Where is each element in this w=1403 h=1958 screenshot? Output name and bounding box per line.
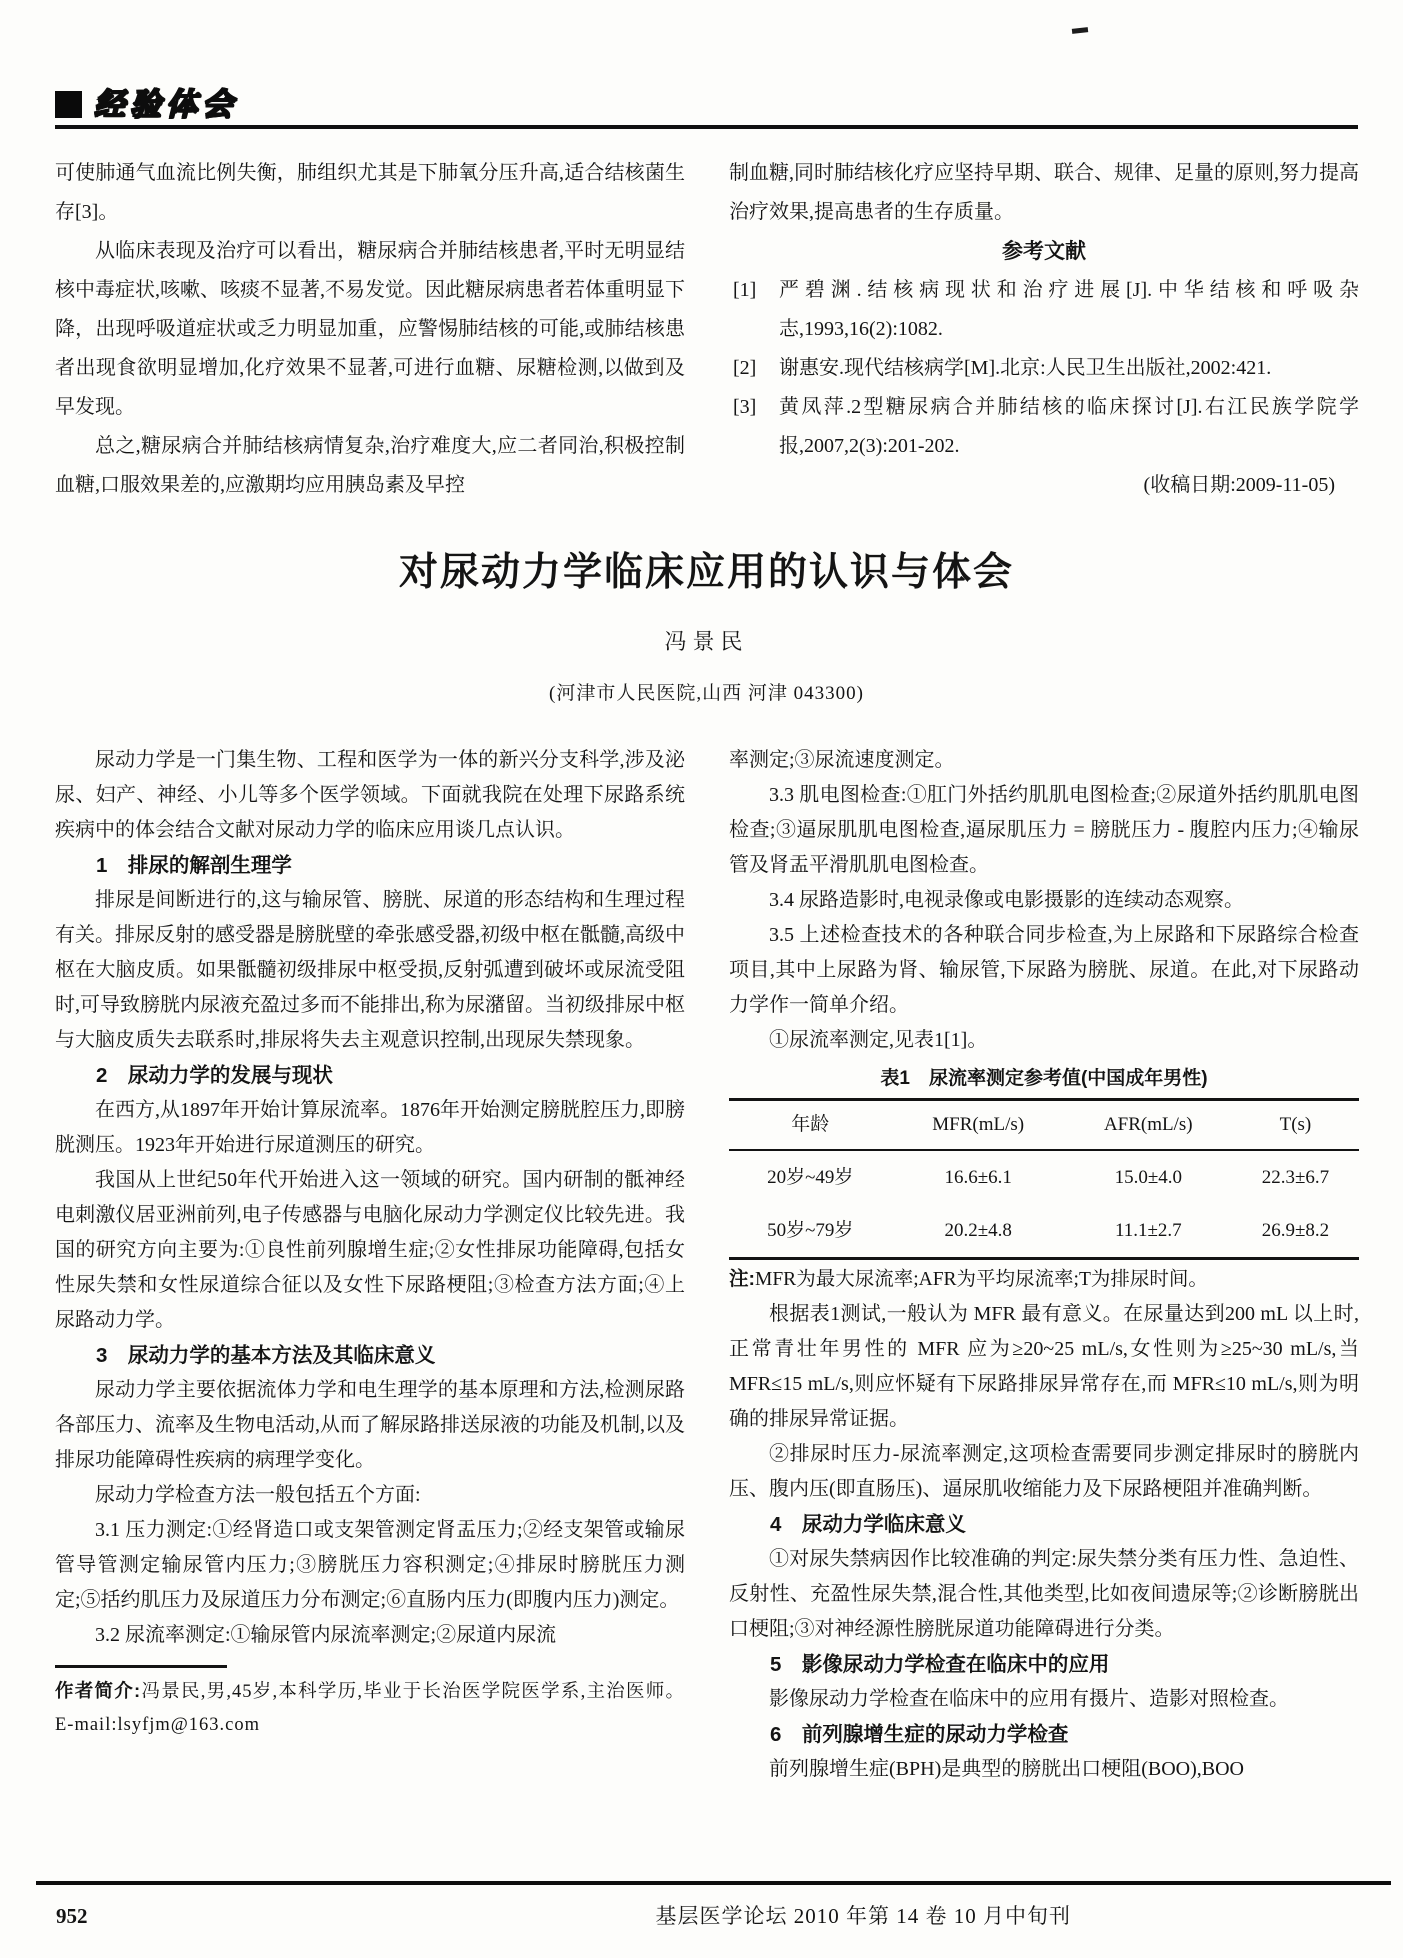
article-affiliation: (河津市人民医院,山西 河津 043300) — [549, 683, 864, 704]
reference-number: [3] — [733, 396, 757, 418]
table-cell: 22.3±6.7 — [1261, 1167, 1330, 1188]
paragraph: 尿动力学是一门集生物、工程和医学为一体的新兴分支科学,涉及泌尿、妇产、神经、小儿等多个医学领域。下面就我院在处理下尿路系统疾病中的体会结合文献对尿动力学的临床应用谈几点认识。 — [55, 749, 685, 841]
paragraph: 在西方,从1897年开始计算尿流率。1876年开始测定膀胱腔压力,即膀胱测压。1923年开始进行尿道测压的研究。 — [55, 1099, 685, 1156]
table-note-text: MFR为最大尿流率;AFR为平均尿流率;T为排尿时间。 — [755, 1269, 1208, 1290]
section-heading-2: 2 尿动力学的发展与现状 — [96, 1064, 333, 1087]
section-heading-1: 1 排尿的解剖生理学 — [96, 854, 292, 877]
paragraph: 尿动力学主要依据流体力学和电生理学的基本原理和方法,检测尿路各部压力、流率及生物电活动,从而了解尿路排送尿液的功能及机制,以及排尿功能障碍性疾病的病理学变化。 — [55, 1379, 685, 1471]
reference-text: 黄凤萍.2型糖尿病合并肺结核的临床探讨[J].右江民族学院学报,2007,2(3):201-202. — [779, 396, 1359, 457]
footer-rule — [36, 1881, 1391, 1885]
main-right-column — [729, 743, 1359, 1787]
table-header-cell: T(s) — [1232, 1100, 1359, 1151]
table-header-cell: MFR(mL/s) — [892, 1100, 1065, 1151]
reference-text: 严碧渊.结核病现状和治疗进展[J].中华结核和呼吸杂志,1993,16(2):1082. — [779, 279, 1359, 340]
section-badge — [55, 84, 1358, 120]
paragraph: 根据表1测试,一般认为 MFR 最有意义。在尿量达到200 mL 以上时,正常青壮年男性的 MFR 应为≥20~25 mL/s,女性则为≥25~30 mL/s,当 MFR≤15 mL/s,则应怀疑有下尿路排尿异常存在,而 MFR≤10 mL/s,则为明确的排尿异常证据。 — [729, 1303, 1359, 1430]
paragraph: 可使肺通气血流比例失衡，肺组织尤其是下肺氧分压升高,适合结核菌生存[3]。 — [55, 162, 685, 223]
paragraph: 3.3 肌电图检查:①肛门外括约肌肌电图检查;②尿道外括约肌肌电图检查;③逼尿肌肌电图检查,逼尿肌压力 = 膀胱压力 - 腹腔内压力;④输尿管及肾盂平滑肌肌电图检查。 — [729, 784, 1359, 876]
table-header-cell: 年龄 — [729, 1100, 892, 1151]
table-note — [729, 1262, 1359, 1297]
reference-item — [729, 388, 1359, 466]
article-head — [55, 541, 1358, 705]
paragraph: 前列腺增生症(BPH)是典型的膀胱出口梗阻(BOO),BOO — [769, 1758, 1244, 1780]
table-cell: 16.6±6.1 — [944, 1167, 1012, 1188]
journal-footer: 基层医学论坛 2010 年第 14 卷 10 月中旬刊 — [655, 1904, 1071, 1928]
previous-article-tail — [55, 154, 1358, 505]
paragraph: 3.2 尿流率测定:①输尿管内尿流率测定;②尿道内尿流 — [95, 1624, 557, 1646]
article-body — [55, 743, 1358, 1787]
paragraph: 3.1 压力测定:①经肾造口或支架管测定肾盂压力;②经支架管或输尿管导管测定输尿管内压力;③膀胱压力容积测定;④排尿时膀胱压力测定;⑤括约肌压力及尿道压力分布测定;⑥直肠内压力(即腹内压力)测定。 — [55, 1519, 685, 1611]
page-footer — [36, 1881, 1391, 1930]
table-header-cell: AFR(mL/s) — [1065, 1100, 1232, 1151]
author-note-text: 冯景民,男,45岁,本科学历,毕业于长治医学院医学系,主治医师。E-mail:lsyfjm@163.com — [55, 1681, 685, 1735]
badge-square-icon — [55, 91, 82, 118]
header-rule — [55, 125, 1358, 129]
article-title: 对尿动力学临床应用的认识与体会 — [398, 551, 1014, 594]
table-header-row — [729, 1100, 1359, 1151]
section-heading-6: 6 前列腺增生症的尿动力学检查 — [770, 1723, 1069, 1746]
reference-number: [2] — [733, 357, 757, 379]
prev-left-column — [55, 154, 685, 505]
prev-right-column — [729, 154, 1359, 505]
table-row — [729, 1150, 1359, 1204]
references-heading: 参考文献 — [1002, 240, 1086, 263]
table-note-label: 注: — [729, 1268, 755, 1290]
table-cell: 20.2±4.8 — [944, 1220, 1012, 1241]
reference-item — [729, 271, 1359, 349]
paragraph: ①对尿失禁病因作比较准确的判定:尿失禁分类有压力性、急迫性、反射性、充盈性尿失禁,混合性,其他类型,比如夜间遗尿等;②诊断膀胱出口梗阻;③对神经源性膀胱尿道功能障碍进行分类。 — [729, 1548, 1359, 1640]
paragraph: 3.4 尿路造影时,电视录像或电影摄影的连续动态观察。 — [769, 889, 1244, 911]
table-cell: 20岁~49岁 — [767, 1167, 854, 1188]
paragraph: 总之,糖尿病合并肺结核病情复杂,治疗难度大,应二者同治,积极控制血糖,口服效果差的,应激期均应用胰岛素及早控 — [55, 435, 685, 496]
reference-number: [1] — [733, 279, 757, 301]
paragraph: 制血糖,同时肺结核化疗应坚持早期、联合、规律、足量的原则,努力提高治疗效果,提高患者的生存质量。 — [729, 162, 1359, 223]
paragraph: 影像尿动力学检查在临床中的应用有摄片、造影对照检查。 — [769, 1688, 1289, 1710]
paragraph: 从临床表现及治疗可以看出，糖尿病合并肺结核患者,平时无明显结核中毒症状,咳嗽、咳痰不显著,不易发觉。因此糖尿病患者若体重明显下降，出现呼吸道症状或乏力明显加重，应警惕肺结核的可能,或肺结核患者出现食欲明显增加,化疗效果不显著,可进行血糖、尿糖检测,以做到及早发现。 — [55, 240, 685, 418]
main-left-column — [55, 743, 685, 1787]
paragraph: 率测定;③尿流速度测定。 — [729, 749, 955, 771]
scan-artifact-mark — [1072, 27, 1088, 34]
table-cell: 26.9±8.2 — [1261, 1220, 1330, 1241]
table-cell: 11.1±2.7 — [1114, 1220, 1182, 1241]
paragraph: 排尿是间断进行的,这与输尿管、膀胱、尿道的形态结构和生理过程有关。排尿反射的感受器是膀胱壁的牵张感受器,初级中枢在骶髓,高级中枢在大脑皮质。如果骶髓初级排尿中枢受损,反射弧遭到破坏或尿流受阻时,可导致膀胱内尿液充盈过多而不能排出,称为尿潴留。当初级排尿中枢与大脑皮质失去联系时,排尿将失去主观意识控制,出现尿失禁现象。 — [55, 889, 685, 1051]
reference-item — [729, 349, 1359, 388]
section-badge-label: 经验体会 — [94, 87, 238, 122]
section-heading-4: 4 尿动力学临床意义 — [770, 1513, 966, 1536]
paragraph: 尿动力学检查方法一般包括五个方面: — [95, 1484, 421, 1506]
table-cell: 15.0±4.0 — [1114, 1167, 1183, 1188]
uroflow-reference-table — [729, 1098, 1359, 1260]
page-number: 952 — [56, 1904, 88, 1928]
table-caption: 表1 尿流率测定参考值(中国成年男性) — [880, 1068, 1208, 1089]
reference-text: 谢惠安.现代结核病学[M].北京:人民卫生出版社,2002:421. — [779, 357, 1272, 379]
table-cell: 50岁~79岁 — [767, 1220, 854, 1241]
paragraph: ①尿流率测定,见表1[1]。 — [769, 1029, 988, 1051]
paragraph: 我国从上世纪50年代开始进入这一领域的研究。国内研制的骶神经电刺激仪居亚洲前列,电子传感器与电脑化尿动力学测定仪比较先进。我国的研究方向主要为:①良性前列腺增生症;②女性排尿功能障碍,包括女性尿失禁和女性尿道综合征以及女性下尿路梗阻;③检查方法方面;④上尿路动力学。 — [55, 1169, 685, 1331]
author-note-divider — [55, 1665, 227, 1668]
section-heading-3: 3 尿动力学的基本方法及其临床意义 — [96, 1344, 436, 1367]
received-date: (收稿日期:2009-11-05) — [1143, 474, 1335, 496]
article-author: 冯景民 — [664, 629, 749, 654]
author-note — [55, 1674, 685, 1742]
paragraph: 3.5 上述检查技术的各种联合同步检查,为上尿路和下尿路综合检查项目,其中上尿路为肾、输尿管,下尿路为膀胱、尿道。在此,对下尿路动力学作一简单介绍。 — [729, 924, 1359, 1016]
paragraph: ②排尿时压力-尿流率测定,这项检查需要同步测定排尿时的膀胱内压、腹内压(即直肠压)、逼尿肌收缩能力及下尿路梗阻并准确判断。 — [729, 1443, 1359, 1500]
section-heading-5: 5 影像尿动力学检查在临床中的应用 — [770, 1653, 1110, 1676]
table-row — [729, 1204, 1359, 1259]
author-note-label: 作者简介: — [55, 1679, 142, 1701]
